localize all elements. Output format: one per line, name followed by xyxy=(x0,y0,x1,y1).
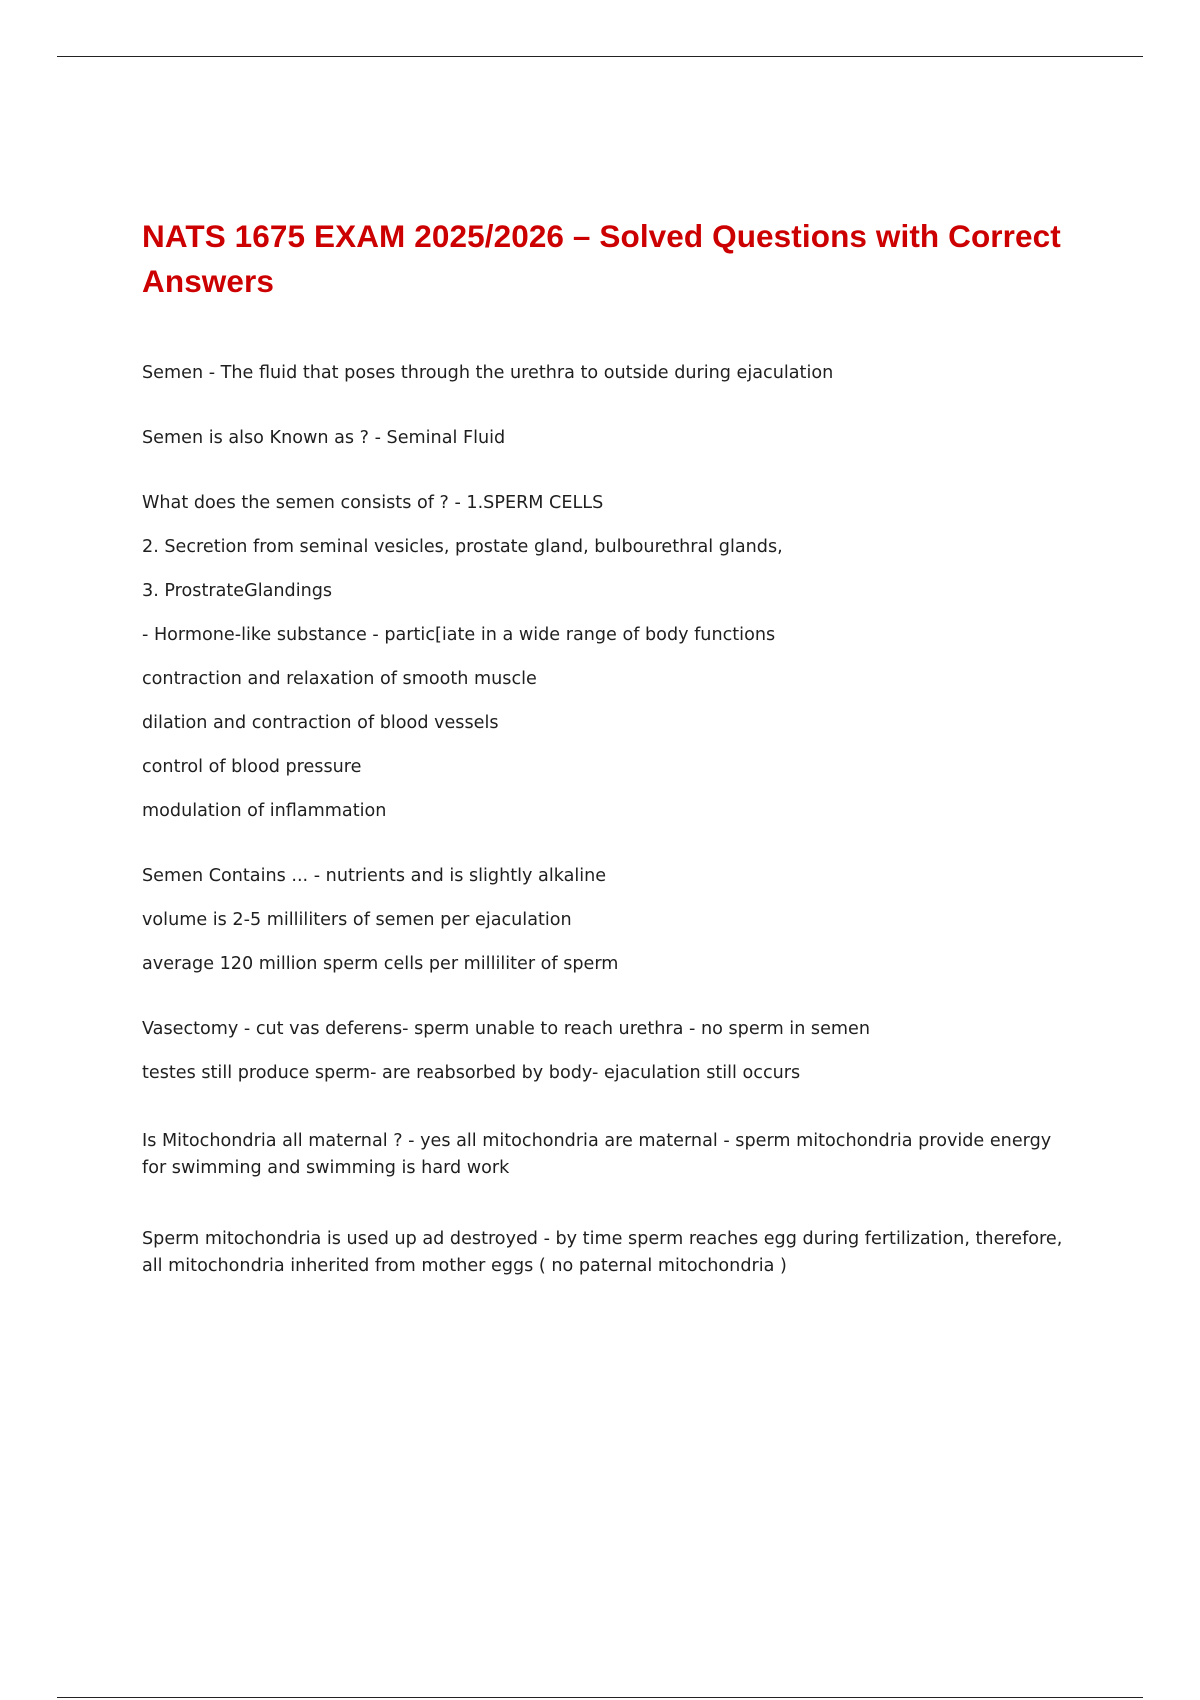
entry-line: dilation and contraction of blood vessels xyxy=(142,713,499,733)
qa-entry xyxy=(142,493,1072,822)
qa-entry xyxy=(142,1226,1072,1280)
footer-rule xyxy=(57,1697,1143,1698)
entry-line: contraction and relaxation of smooth muscle xyxy=(142,669,537,689)
entry-line: control of blood pressure xyxy=(142,757,362,777)
entry-line: average 120 million sperm cells per milliliter of sperm xyxy=(142,954,619,974)
entry-line: Sperm mitochondria is used up ad destroyed - by time sperm reaches egg during fertilization, therefore, all mitochondria inherited from mother eggs ( no paternal mitochondria ) xyxy=(142,1229,1063,1276)
entry-line: Semen is also Known as ? - Seminal Fluid xyxy=(142,428,506,448)
qa-entry xyxy=(142,363,1072,384)
qa-entry xyxy=(142,1019,1072,1084)
entry-line: 3. ProstrateGlandings xyxy=(142,581,333,601)
qa-entry xyxy=(142,1128,1072,1182)
header-rule xyxy=(57,56,1143,57)
entry-line: modulation of inflammation xyxy=(142,801,387,821)
entry-line: Is Mitochondria all maternal ? - yes all mitochondria are maternal - sperm mitochondria provide energy for swimming and swimming is hard work xyxy=(142,1131,1052,1178)
entry-line: testes still produce sperm- are reabsorbed by body- ejaculation still occurs xyxy=(142,1063,801,1083)
document-body xyxy=(142,363,1072,1324)
document-title: NATS 1675 EXAM 2025/2026 – Solved Questions with Correct Answers xyxy=(142,218,1061,299)
entry-line: volume is 2-5 milliliters of semen per ejaculation xyxy=(142,910,572,930)
entry-line: 2. Secretion from seminal vesicles, prostate gland, bulbourethral glands, xyxy=(142,537,783,557)
entry-line: Vasectomy - cut vas deferens- sperm unable to reach urethra - no sperm in semen xyxy=(142,1019,871,1039)
qa-entry xyxy=(142,428,1072,449)
entry-line: - Hormone-like substance - partic[iate in a wide range of body functions xyxy=(142,625,776,645)
entry-line: Semen - The fluid that poses through the urethra to outside during ejaculation xyxy=(142,363,834,383)
entry-line: What does the semen consists of ? - 1.SPERM CELLS xyxy=(142,493,604,513)
entry-line: Semen Contains ... - nutrients and is slightly alkaline xyxy=(142,866,607,886)
qa-entry xyxy=(142,866,1072,975)
